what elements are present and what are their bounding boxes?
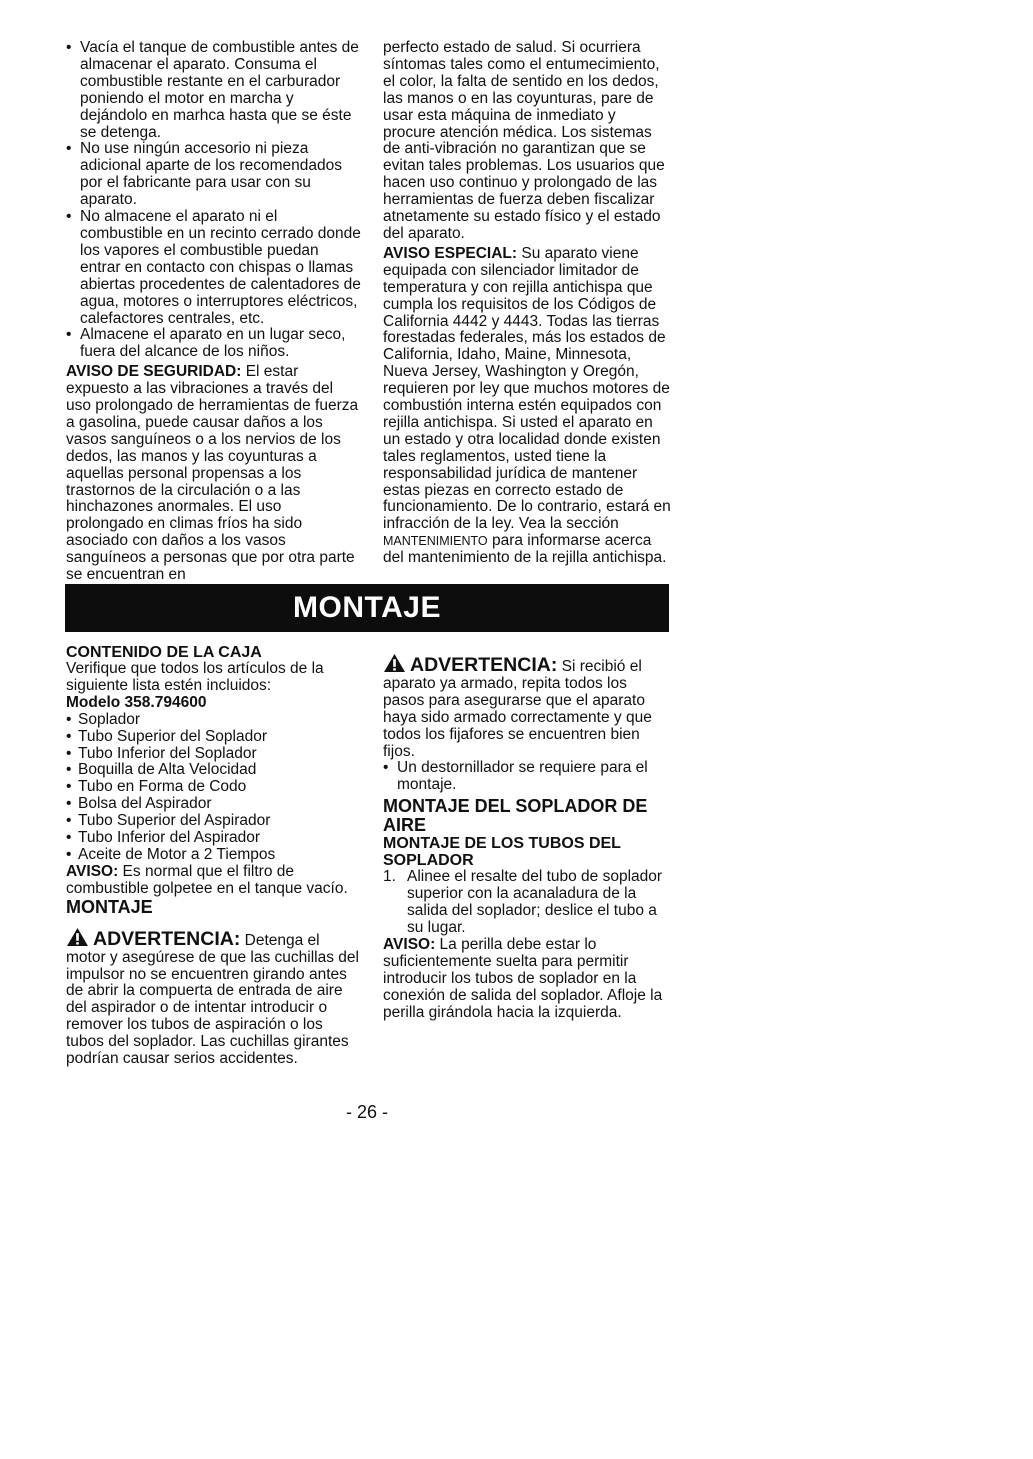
storage-bullet-list [66,40,361,361]
warning-triangle-icon [383,653,406,673]
blower-tubes-heading: MONTAJE DE LOS TUBOS DEL SOPLADOR [383,835,621,870]
preassembled-warning [383,653,671,760]
maintenance-section-ref: MANTENIMIENTO [383,534,488,549]
safety-column-left [66,40,361,584]
warning-label: ADVERTENCIA: [93,927,241,950]
box-contents-heading: CONTENIDO DE LA CAJA [66,644,262,661]
page-number: - 26 - [345,1102,388,1122]
special-notice-end: para informarse acerca del mantenimiento de la rejilla antichispa. [383,532,667,567]
safety-notice-paragraph [66,364,361,584]
tools-list [383,760,671,794]
list-item: • Tubo Inferior del Aspirador [66,830,361,847]
list-item: • No use ningún accesorio ni pieza adicional aparte de los recomendados por el fabricante para usar con su aparato. [66,141,361,209]
special-notice-text: Su aparato viene equipada con silenciador limitador de temperatura y con rejilla antichispa que cumpla los requisitos de los Códigos de California 4442 y 4443. Todas las tierras forestadas federales, más los estados de California, Idaho, Maine, Minnesota, Nueva Jersey, Washington y Oregón, requieren por ley que muchos motores de combustión interna estén equipados con rejilla antichispa. Si usted el aparato en un estado y otra localidad donde existen tales reglamentos, usted tiene la responsabilidad jurídica de mantener estas piezas en correcto estado de funcionamiento. De lo contrario, estará en infracción de la ley. Vea la sección [383,244,671,533]
assembly-heading: MONTAJE [66,896,153,917]
list-item: • Almacene el aparato en un lugar seco, fuera del alcance de los niños. [66,327,361,361]
note-label: AVISO: [383,935,436,953]
section-banner: MONTAJE [65,584,669,632]
note-label: AVISO: [66,862,119,880]
safety-column-right [383,40,671,567]
warning-label: ADVERTENCIA: [410,654,558,676]
list-item [383,869,671,937]
note-text: Es normal que el filtro de combustible golpetee en el tanque vacío. [66,862,348,897]
assembly-column-right [383,653,671,1021]
step-number: 1. [383,868,396,886]
special-notice-paragraph [383,246,671,567]
safety-notice-label: AVISO DE SEGURIDAD: [66,363,242,381]
special-notice-label: AVISO ESPECIAL: [383,244,518,262]
warning-triangle-icon [66,927,89,947]
note-text: La perilla debe estar lo suficientemente suelta para permitir introducir los tubos de soplador en la conexión de salida del soplador. Afloje la perilla girándola hacia la izquierda. [383,935,663,1021]
list-item: • Soplador [66,712,361,729]
list-item: • No almacene el aparato ni el combustible en un recinto cerrado donde los vapores el combustible puedan entrar en contacto con chispas o llamas abiertas procedentes de calentadores de agua, motores o interruptores eléctricos, calefactores centrales, etc. [66,209,361,327]
list-item: • Un destornillador se requiere para el montaje. [383,760,671,794]
list-item: • Boquilla de Alta Velocidad [66,762,361,779]
box-contents-intro: Verifique que todos los artículos de la siguiente lista estén incluidos: [66,660,324,694]
warning-paragraph [66,927,361,1068]
list-item: • Tubo Superior del Soplador [66,729,361,746]
assembly-column-left [66,644,361,1068]
parts-list [66,712,361,864]
safety-continuation: perfecto estado de salud. Si ocurriera síntomas tales como el entumecimiento, el color, la falta de sentido en los dedos, las manos o en las coyunturas, pare de usar esta máquina de inmediato y procure atención médica. Los sistemas de anti-vibración no garantizan que se evitan tales problemas. Los usuarios que hacen uso continuo y prolongado de las herramientas de fuerza deben fiscalizar atnetamente su estado físico y el estado del aparato. [383,39,665,242]
warning-text: Si recibió el aparato ya armado, repita todos los pasos para asegurarse que el aparato haya sido armado correctamente y que todos los fijafores se encuentren bien fijos. [383,658,652,760]
list-item: • Tubo Superior del Aspirador [66,813,361,830]
list-item: • Tubo en Forma de Codo [66,779,361,796]
safety-notice-text: El estar expuesto a las vibraciones a través del uso prolongado de herramientas de fuerza a gasolina, puede causar daños a los vasos sanguíneos o a los nervios de los dedos, las manos y las coyunturas a aquellas personal propensas a los trastornos de la circulación o a las hinchazones anormales. El uso prolongado en climas fríos ha sido asociado con daños a los vasos sanguíneos a personas que por otra parte se encuentran en [66,363,359,584]
warning-text: Detenga el motor y asegúrese de que las cuchillas del impulsor no se encuentren girando antes de abrir la compuerta de entrada de aire del aspirador o de intentar introducir o remover los tubos de aspiración o los tubos del soplador. Las cuchillas girantes podrían causar serios accidentes. [66,931,359,1068]
list-item: • Vacía el tanque de combustible antes de almacenar el aparato. Consuma el combustible restante en el carburador poniendo el motor en marcha y dejándolo en marhca hasta que se éste se detenga. [66,40,361,141]
blower-assembly-heading: MONTAJE DEL SOPLADOR DE AIRE [383,796,648,836]
list-item: • Aceite de Motor a 2 Tiempos [66,847,361,864]
fuel-filter-note [66,864,361,898]
model-number: Modelo 358.794600 [66,693,207,711]
assembly-steps [383,869,671,937]
step-text: Alinee el resalte del tubo de soplador superior con la acanaladura de la salida del soplador; deslice el tubo a su lugar. [407,868,663,936]
list-item: • Bolsa del Aspirador [66,796,361,813]
knob-note [383,937,671,1022]
list-item: • Tubo Inferior del Soplador [66,746,361,763]
